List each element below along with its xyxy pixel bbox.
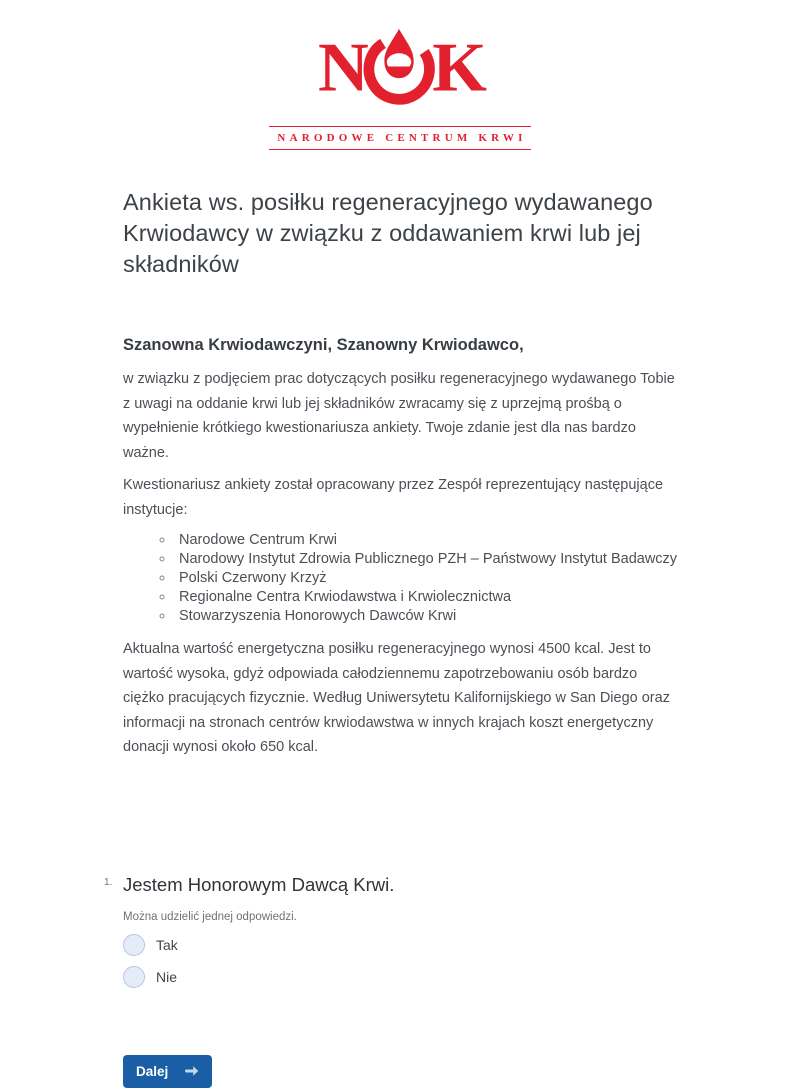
arrow-right-icon [185,1065,200,1077]
institution-item: ◦ Narodowe Centrum Krwi [175,531,679,550]
logo-subtitle: NARODOWE CENTRUM KRWI [269,126,530,150]
logo-letter-n: N [318,28,369,107]
radio-button-tak[interactable] [123,934,145,956]
greeting-heading: Szanowna Krwiodawczyni, Szanowny Krwiodawco, [123,336,524,354]
institution-item: ◦ Polski Czerwony Krzyż [175,569,679,588]
survey-title: Ankieta ws. posiłku regeneracyjnego wydawanego Krwiodawcy w związku z oddawaniem krwi lub jej składników [123,189,653,277]
nck-logo-mark-icon [314,24,486,106]
radio-label-tak: Tak [156,936,178,953]
radio-label-nie: Nie [156,968,178,985]
institutions-list [175,531,679,626]
option-row-nie[interactable] [123,966,679,988]
answer-options [123,934,679,988]
intro-paragraph: w związku z podjęciem prac dotyczących posiłku regeneracyjnego wydawanego Tobie z uwagi na oddanie krwi lub jej składników zwracamy się z uprzejmą prośbą o wypełnienie krótkiego kwestionariusza ankiety. Twoje zdanie jest dla nas bardzo ważne. [123,371,675,461]
logo-letter-k: K [432,28,487,107]
energy-paragraph: Aktualna wartość energetyczna posiłku regeneracyjnego wynosi 4500 kcal. Jest to wartość wysoka, gdyż odpowiada całodziennemu zapotrzebowaniu osób bardzo ciężko pracujących fizycznie. Według Uniwersytetu Kalifornijskiego w San Diego oraz informacji na stronach centrów krwiodawstwa w innych krajach koszt energetyczny donacji wynosi około 650 kcal. [123,641,670,755]
blood-drop-icon [384,29,413,78]
institution-item: ◦ Regionalne Centra Krwiodawstwa i Krwiolecznictwa [175,588,679,607]
option-row-tak[interactable] [123,934,679,956]
nck-logo [0,0,800,150]
list-intro-paragraph: Kwestionariusz ankiety został opracowany przez Zespół reprezentujący następujące instytucje: [123,477,664,518]
question-title: Jestem Honorowym Dawcą Krwi. [123,873,395,895]
survey-content [104,187,679,1088]
question-1 [104,873,679,988]
institution-item: ◦ Narodowy Instytut Zdrowia Publicznego PZH – Państwowy Instytut Badawczy [175,550,679,569]
next-button[interactable] [123,1055,212,1088]
radio-button-nie[interactable] [123,966,145,988]
institution-item: ◦ Stowarzyszenia Honorowych Dawców Krwi [175,607,679,626]
question-number: 1. [104,876,113,888]
next-button-label: Dalej [136,1063,169,1079]
question-hint: Można udzielić jednej odpowiedzi. [123,910,297,923]
